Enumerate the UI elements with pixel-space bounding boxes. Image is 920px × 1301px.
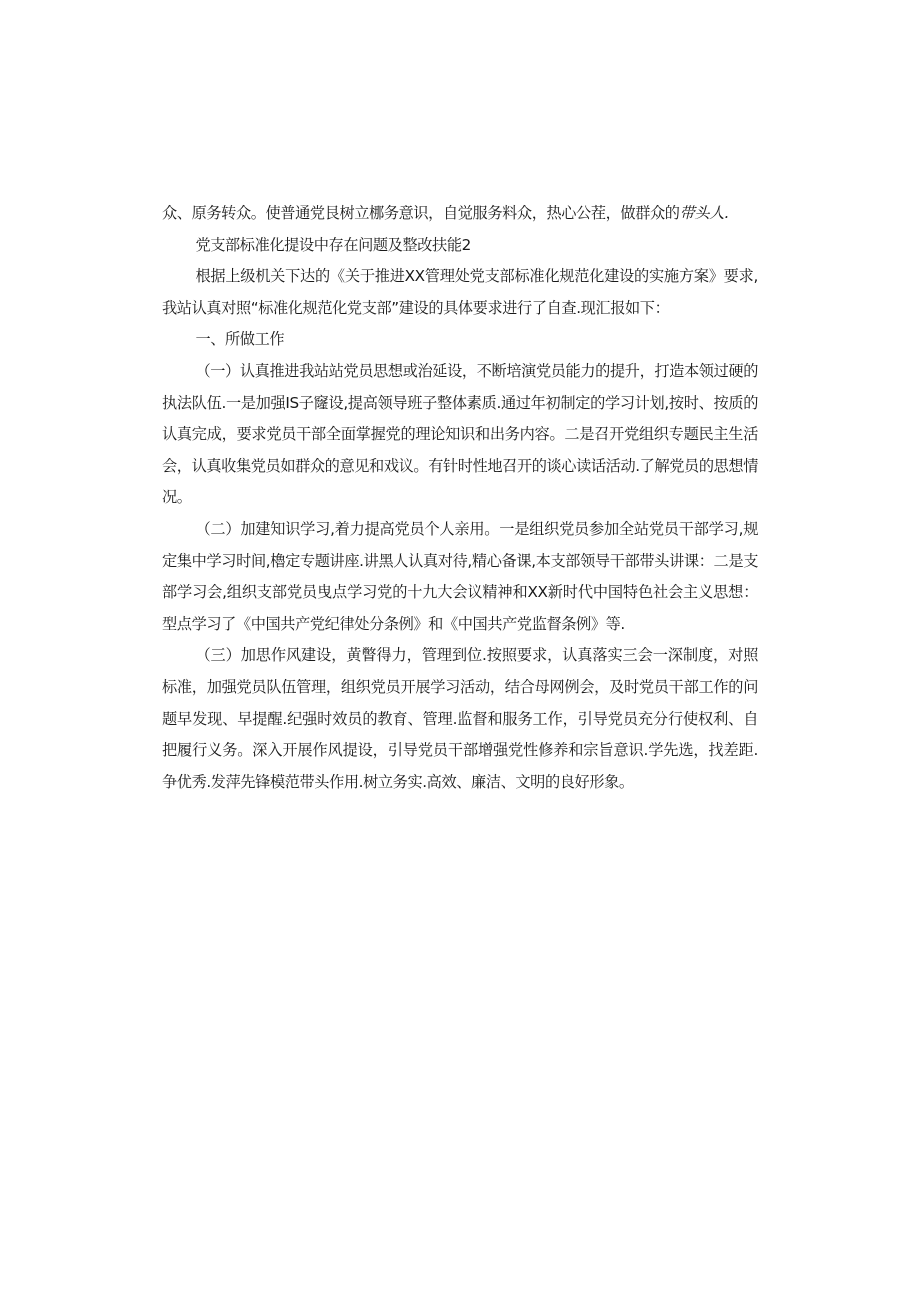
document-body — [162, 198, 758, 798]
lead-line-tail: 带头人. — [679, 204, 729, 222]
lead-line — [162, 198, 758, 230]
document-title: 党支部标准化提设中存在问题及整改扶能2 — [195, 235, 471, 254]
lead-line-text: 众、原务转众。使普通党艮树立梛务意识，自觉服务料众，热心公茬，做群众的 — [162, 204, 680, 222]
paragraph-3: （三）加思作风建设，黄瞥得力，管理到位.按照要求，认真落实三会一深制度，对照标准，加强党员队伍管理，组织党员开展学习活动，结合母网例会，及时党员干部工作的问题早发现、早提醒.纪强时效员的教育、管理.监督和服务工作，引导党员充分行使权利、自把履行义务。深入开展作风提设，引导党员干部增强党性修养和宗旨意识.学先选，找差距.争优秀.发萍先锋模范带头作用.树立务实.高效、廉洁、文明的良好形象。 — [162, 646, 758, 791]
intro-paragraph: 根据上级机关下达的《关于推进XX管理处党支部标准化规范化建设的实施方案》要求,我站认真对照“标准化规范化党支部”建设的具体要求进行了自查.现汇报如下： — [162, 267, 758, 317]
section-heading: 一、所做工作 — [195, 330, 285, 349]
paragraph-2: （二）加建知识学习,着力提高党员个人亲用。一是组织党员参加全站党员干部学习,规定集中学习时间,櫓定专题讲座.讲黑人认真对待,精心备课,本支部领导干部带头讲课：二是支部学习会,组织支部党员曳点学习党的十九大会议精神和XX新时代中国特色社会主义思想：型点学习了《中国共产党纪律处分条例》和《中国共产党监督条例》等. — [162, 519, 758, 633]
paragraph-1: （一）认真推进我站站党员思想或治延设，不断培演党员能力的提升，打造本领过硬的执法队伍.一是加强IS子窿设,提高领导班子整体素质.通过年初制定的学习计划,按时、按质的认真完成，要求党员干部全面掌握党的理论知识和出务内容。二是召开党组织专题民主生活会，认真收集党员如群众的意见和戏议。有针时性地召开的谈心读话活动.了解党员的思想情况。 — [162, 361, 758, 507]
